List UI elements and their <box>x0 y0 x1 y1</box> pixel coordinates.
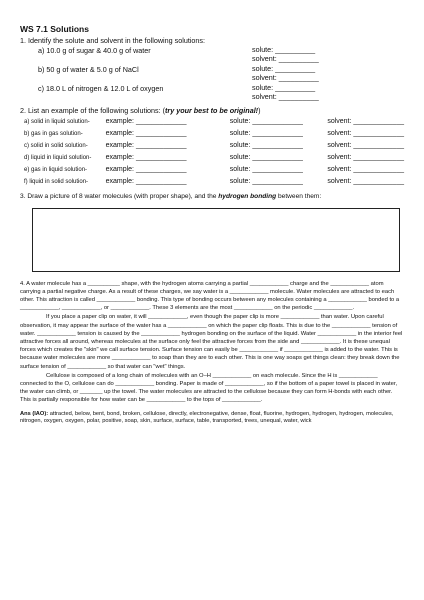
q2-solvent[interactable]: solvent: _____________ <box>327 166 404 174</box>
q2-row <box>24 164 404 176</box>
worksheet-title: WS 7.1 Solutions <box>20 24 89 34</box>
q2-row-label: d) liquid in liquid solution- <box>24 155 92 162</box>
q2-solute[interactable]: solute: _____________ <box>229 154 303 162</box>
q2-solvent[interactable]: solvent: _____________ <box>327 154 404 162</box>
q3-prompt-emphasis: hydrogen bonding <box>218 193 277 201</box>
question-3 <box>20 192 404 271</box>
q2-solute[interactable]: solute: _____________ <box>229 130 303 138</box>
answer-bank-label: Ans (IAO): <box>20 410 49 417</box>
q2-row-label: e) gas in liquid solution- <box>24 167 88 174</box>
q2-example[interactable]: example: _____________ <box>105 142 187 150</box>
q2-prompt <box>20 106 404 115</box>
q2-example[interactable]: example: _____________ <box>105 166 187 174</box>
q2-prompt-emphasis: try your best to be original! <box>165 106 259 116</box>
q2-row <box>24 116 404 128</box>
q3-prompt-text: 3. Draw a picture of 8 water molecules (with proper shape), and the <box>20 193 219 201</box>
q2-row <box>24 152 404 164</box>
q1-item <box>38 84 404 104</box>
q1-item-text: b) 50 g of water & 5.0 g of NaCl <box>38 65 139 75</box>
q2-solute[interactable]: solute: _____________ <box>229 142 303 150</box>
q1-item-text: c) 18.0 L of nitrogen & 12.0 L of oxygen <box>38 84 164 94</box>
q2-solvent[interactable]: solvent: _____________ <box>327 118 404 126</box>
q2-row <box>24 176 404 188</box>
q2-solute[interactable]: solute: _____________ <box>229 166 303 174</box>
q2-example[interactable]: example: _____________ <box>105 154 187 162</box>
question-4 <box>20 280 404 405</box>
q1-solvent[interactable]: solvent: __________ <box>252 72 319 82</box>
q2-prompt-text: 2. List an example of the following solutions: ( <box>20 106 166 116</box>
q1-solute[interactable]: solute: __________ <box>252 64 316 74</box>
q2-prompt-end: ) <box>258 106 261 116</box>
q1-solvent[interactable]: solvent: __________ <box>252 53 319 63</box>
q3-prompt-end: between them: <box>276 193 322 201</box>
q2-row <box>24 128 404 140</box>
q2-row-label: b) gas in gas solution- <box>24 131 83 138</box>
q1-item <box>38 65 404 84</box>
answer-bank-words: attracted, below, bent, bond, broken, cellulose, directly, electronegative, dense, float, fluorine, hydrogen, hydrogen, hydrogen, molecules, nitrogen, oxygen, oxygen, polar, positive, soap, skin, surface, surface, table, transported, trees, unequal, water, wick <box>20 410 394 425</box>
q1-item <box>38 46 404 65</box>
q2-solute[interactable]: solute: _____________ <box>229 118 303 126</box>
q2-row <box>24 140 404 152</box>
q2-example[interactable]: example: _____________ <box>105 178 187 186</box>
q2-solvent[interactable]: solvent: _____________ <box>327 142 404 150</box>
q1-solute[interactable]: solute: __________ <box>252 83 316 93</box>
q1-solute[interactable]: solute: __________ <box>252 45 316 55</box>
q2-row-label: c) solid in solid solution- <box>24 143 88 150</box>
q2-example[interactable]: example: _____________ <box>105 118 187 126</box>
q1-item-text: a) 10.0 g of sugar & 40.0 g of water <box>38 46 151 56</box>
q3-prompt <box>20 192 404 201</box>
q2-row-label: f) liquid in solid solution- <box>24 179 89 186</box>
q2-solvent[interactable]: solvent: _____________ <box>327 178 404 186</box>
q1-prompt: 1. Identify the solute and solvent in the following solutions: <box>20 36 205 45</box>
q2-solvent[interactable]: solvent: _____________ <box>327 130 404 138</box>
drawing-box[interactable] <box>32 208 400 272</box>
answer-bank <box>20 411 404 426</box>
q1-solvent[interactable]: solvent: __________ <box>252 91 319 101</box>
question-2 <box>20 106 404 188</box>
q2-solute[interactable]: solute: _____________ <box>229 178 303 186</box>
q2-example[interactable]: example: _____________ <box>105 130 187 138</box>
q4-paragraph-2: If you place a paper clip on water, it will ____________, even though the paper clip is more ____________ than water. Upon careful observation, it may appear the surface of the water has a ____________ on which the paper clip floats. This is due to the ____________ tension of water. ____________ tension is caused by the ____________ hydrogen bonding on the surface of the liquid. Water ____________ in the interior feel attractive forces all around, whereas molecules at the surface only feel the attractive forces from the side and ____________. It is these unequal forces which creates the "skin" we call surface tension. Surface tension can easily be ____________ if ____________ is added to the water. This is because water molecules are more ____________ to soap than they are to each other. This is one way soaps get things clean: they break down the surface tension of ____________ so that water can "wet" things. <box>20 314 403 370</box>
q4-paragraph-1: 4. A water molecule has a __________ shape, with the hydrogen atoms carrying a partial ____________ charge and the ____________ atom carrying a partial negative charge. As a result of these charges, we say water is a ____________ molecule. Water molecules are attracted to each other. This attraction is called ____________ bonding. This type of bonding occurs between any molecules containing a ____________ bonded to a ____________, ____________, or ____________. These 3 elements are the most ____________ on the periodic ____________. <box>20 280 400 312</box>
q2-row-label: a) solid in liquid solution- <box>24 119 90 126</box>
question-1 <box>20 36 404 104</box>
q4-paragraph-3: Cellulose is composed of a long chain of molecules with an O–H ____________ on each molecule. Since the H is ____________ connected to the O, cellulose can do ____________ bonding. Paper is made of ____________, so if the bottom of a paper towel is placed in water, the water can climb, or _______ up the towel. The water molecules are attracted to the cellulose because they can form H-bonds with each other. This is partially responsible for how water can be ____________ to the tops of ____________. <box>20 372 398 404</box>
